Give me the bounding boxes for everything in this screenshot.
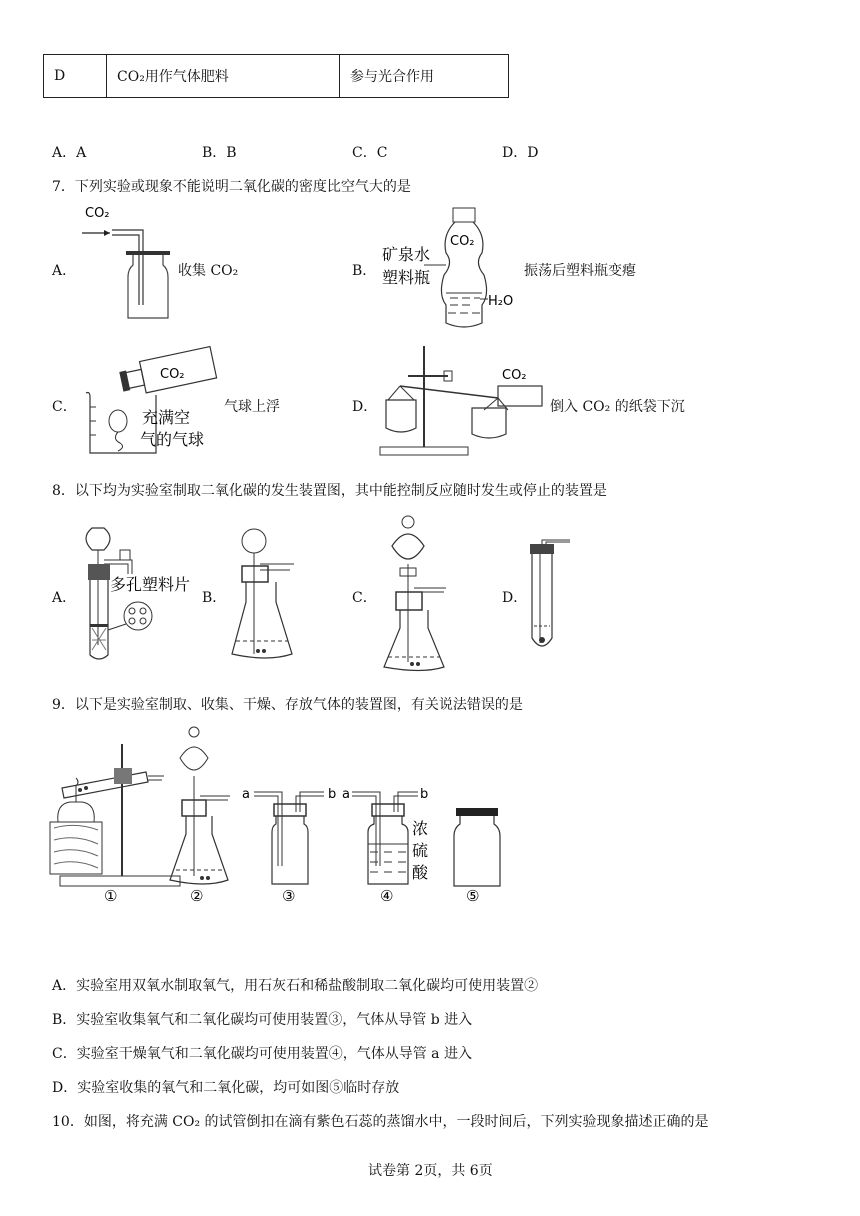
bottle-label: 塑料瓶 bbox=[382, 268, 431, 287]
option-letter[interactable]: D． bbox=[502, 590, 528, 606]
question-stem: 9．以下是实验室制取、收集、干燥、存放气体的装置图，有关说法错误的是 bbox=[52, 697, 523, 713]
option-a[interactable]: A．A bbox=[52, 145, 87, 161]
table-cell: CO₂用作气体肥料 bbox=[107, 55, 340, 98]
water-label: H₂O bbox=[488, 294, 514, 309]
acid-label: 酸 bbox=[412, 863, 429, 882]
table-row bbox=[44, 55, 509, 98]
apparatus-label: ③ bbox=[282, 887, 296, 905]
option-c[interactable]: C．实验室干燥氧气和二氧化碳均可使用装置④，气体从导管 a 进入 bbox=[52, 1046, 472, 1062]
option-letter[interactable]: C． bbox=[52, 399, 77, 415]
plastic-bottle-diagram bbox=[380, 205, 520, 335]
port-label: b bbox=[420, 787, 429, 802]
gas-label: CO₂ bbox=[450, 234, 475, 249]
separatory-funnel-flask-diagram bbox=[378, 512, 458, 677]
balloon-label: 气的气球 bbox=[140, 430, 205, 449]
apparatus-label: ① bbox=[104, 887, 118, 905]
balance-paper-bag-diagram bbox=[378, 342, 548, 467]
answer-table bbox=[43, 54, 509, 98]
apparatus-label: ② bbox=[190, 887, 204, 905]
option-d[interactable]: D．D bbox=[502, 145, 539, 161]
option-letter[interactable]: A． bbox=[52, 263, 77, 279]
long-neck-funnel-flask-diagram bbox=[228, 526, 308, 666]
acid-label: 硫 bbox=[412, 841, 429, 860]
test-tube-diagram bbox=[526, 538, 576, 658]
porous-plate-apparatus-diagram bbox=[76, 520, 206, 665]
question-stem: 10．如图，将充满 CO₂ 的试管倒扣在滴有紫色石蕊的蒸馏水中，一段时间后，下列实验现象描述正确的是 bbox=[52, 1114, 709, 1130]
balloon-label: 充满空 bbox=[142, 408, 191, 427]
port-label: a bbox=[342, 787, 350, 802]
port-label: a bbox=[242, 787, 250, 802]
table-cell: D bbox=[44, 55, 107, 98]
option-b[interactable]: B．实验室收集氧气和二氧化碳均可使用装置③，气体从导管 b 进入 bbox=[52, 1012, 473, 1028]
option-description: 振荡后塑料瓶变瘪 bbox=[524, 263, 636, 279]
option-description: 倒入 CO₂ 的纸袋下沉 bbox=[550, 399, 685, 415]
option-description: 收集 CO₂ bbox=[178, 263, 239, 279]
page-footer: 试卷第 2页，共 6页 bbox=[368, 1163, 493, 1179]
option-c[interactable]: C．C bbox=[352, 145, 388, 161]
option-description: 气球上浮 bbox=[224, 399, 280, 415]
option-letter[interactable]: C． bbox=[352, 590, 377, 606]
option-d[interactable]: D．实验室收集的氧气和二氧化碳，均可如图⑤临时存放 bbox=[52, 1080, 400, 1096]
question-stem: 8．以下均为实验室制取二氧化碳的发生装置图，其中能控制反应随时发生或停止的装置是 bbox=[52, 483, 607, 499]
option-b[interactable]: B．B bbox=[202, 145, 237, 161]
apparatus-label: ④ bbox=[380, 887, 394, 905]
option-letter[interactable]: D． bbox=[352, 399, 378, 415]
gas-label: CO₂ bbox=[502, 368, 527, 383]
gas-label: CO₂ bbox=[85, 206, 110, 221]
option-letter[interactable]: B． bbox=[352, 263, 377, 279]
option-a[interactable]: A．实验室用双氧水制取氧气，用石灰石和稀盐酸制取二氧化碳均可使用装置② bbox=[52, 978, 539, 994]
apparatus-set-diagram bbox=[46, 726, 506, 916]
plate-label: 多孔塑料片 bbox=[110, 575, 191, 594]
gas-collection-bottle-diagram bbox=[80, 205, 180, 325]
port-label: b bbox=[328, 787, 337, 802]
bottle-label: 矿泉水 bbox=[382, 245, 431, 264]
apparatus-label: ⑤ bbox=[466, 887, 480, 905]
table-cell: 参与光合作用 bbox=[340, 55, 509, 98]
acid-label: 浓 bbox=[412, 819, 429, 838]
question-stem: 7．下列实验或现象不能说明二氧化碳的密度比空气大的是 bbox=[52, 179, 411, 195]
gas-label: CO₂ bbox=[160, 367, 185, 382]
option-letter[interactable]: A． bbox=[52, 590, 77, 606]
beaker-balloon-diagram bbox=[82, 345, 232, 460]
option-letter[interactable]: B． bbox=[202, 590, 227, 606]
